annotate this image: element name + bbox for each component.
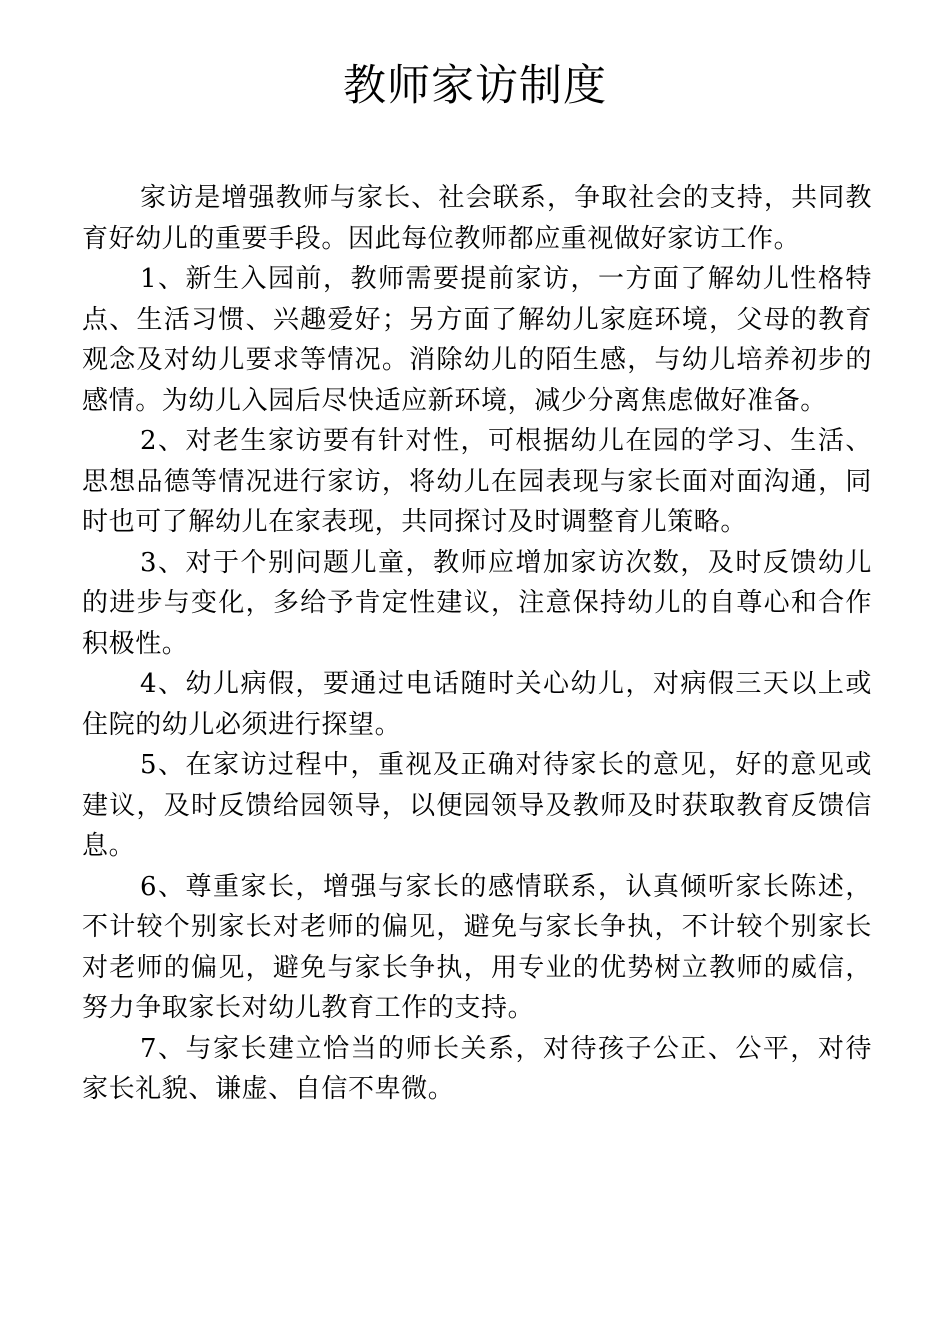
document-title: 教师家访制度 bbox=[343, 61, 607, 111]
rule-paragraph-6: 6、尊重家长，增强与家长的感情联系，认真倾听家长陈述，不计较个别家长对老师的偏见，避免与家长争执，不计较个别家长对老师的偏见，避免与家长争执，用专业的优势树立教师的威信，努力争取家长对幼儿教育工作的支持。 bbox=[82, 871, 872, 1023]
rule-paragraph-1: 1、新生入园前，教师需要提前家访，一方面了解幼儿性格特点、生活习惯、兴趣爱好；另方面了解幼儿家庭环境，父母的教育观念及对幼儿要求等情况。消除幼儿的陌生感，与幼儿培养初步的感情。为幼儿入园后尽快适应新环境，减少分离焦虑做好准备。 bbox=[82, 264, 872, 416]
rule-paragraph-3: 3、对于个别问题儿童，教师应增加家访次数，及时反馈幼儿的进步与变化，多给予肯定性建议，注意保持幼儿的自尊心和合作积极性。 bbox=[82, 547, 872, 659]
rule-paragraph-5: 5、在家访过程中，重视及正确对待家长的意见，好的意见或建议，及时反馈给园领导，以便园领导及教师及时获取教育反馈信息。 bbox=[82, 750, 872, 861]
rule-paragraph-7: 7、与家长建立恰当的师长关系，对待孩子公正、公平，对待家长礼貌、谦虚、自信不卑微。 bbox=[82, 1033, 872, 1104]
rule-paragraph-2: 2、对老生家访要有针对性，可根据幼儿在园的学习、生活、思想品德等情况进行家访，将幼儿在园表现与家长面对面沟通，同时也可了解幼儿在家表现，共同探讨及时调整育儿策略。 bbox=[82, 426, 872, 537]
rule-paragraph-4: 4、幼儿病假，要通过电话随时关心幼儿，对病假三天以上或住院的幼儿必须进行探望。 bbox=[82, 669, 872, 740]
document-body bbox=[82, 178, 872, 1110]
intro-paragraph: 家访是增强教师与家长、社会联系，争取社会的支持，共同教育好幼儿的重要手段。因此每位教师都应重视做好家访工作。 bbox=[82, 183, 872, 254]
